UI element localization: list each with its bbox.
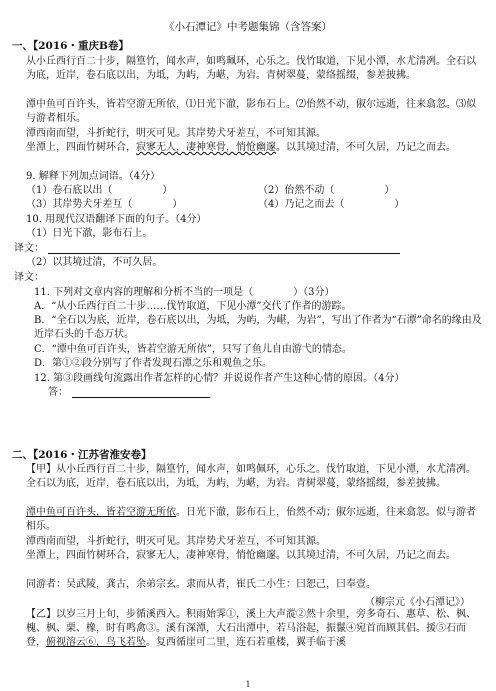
yi-underlined-sentence: 俯视溶云⑥，鸟飞若坠 bbox=[46, 637, 146, 649]
passage-paragraph-3: 潭西南而望，斗折蛇行，明灭可见。其岸势犬牙差互，不可知其源。 bbox=[26, 128, 326, 139]
yi-text-a: 【乙】以岁三月上旬，步循溪西入。积雨始霁①，溪上大声漎②然十余里，旁多奇石、惠草、松、枫、槐、枫、栗、橡，时有鸣禽③。溪有深潭，大石出潭中，若马浴起，振鬣④宛首而顾其侣。援⑤石而登， bbox=[26, 609, 476, 649]
passage-paragraph-2 bbox=[26, 98, 484, 126]
answer-label: 答： bbox=[48, 387, 68, 398]
passage-jia-paragraph-3: 潭西南而望，斗折蛇行，明灭可见。其岸势犬牙差互，不可知其源。 bbox=[26, 536, 326, 547]
question-11-option-d: D．第①②段分别写了作者发现石潭之乐和观鱼之乐。 bbox=[34, 358, 273, 369]
yi-text-c: 。复西循崖可二里，连石若重楼，翼手临于溪 bbox=[146, 637, 346, 649]
translation-label-2: 译文： bbox=[14, 272, 44, 283]
question-10-item-1: （1）日光下澈，影布石上。 bbox=[26, 228, 153, 239]
question-10: 10. 用现代汉语翻译下面的句子。（4分） bbox=[26, 214, 207, 225]
p2-text-c: ⑵佁然不动，俶尔远逝，往来翕忽。 bbox=[296, 99, 456, 110]
question-11: 11. 下列对文章内容的理解和分析不当的一项是（ ）（3分） bbox=[34, 287, 335, 298]
passage-jia-paragraph-1: 【甲】从小丘西行百二十步，隔篁竹，闻水声，如鸣佩环，心乐之。伐竹取道，下见小潭，水尤清冽。全石以为底，近岸，卷石底以出，为坻，为屿，为嵁，为岩。青树翠蔓，蒙络摇缀，参差披拂。 bbox=[26, 464, 476, 490]
question-9-item-3: （3）其岸势犬牙差互（ ） bbox=[26, 199, 183, 210]
question-10-item-2: （2）以其境过清，不可久居。 bbox=[26, 257, 163, 268]
question-11-option-c: C．“潭中鱼可百许头，皆若空游无所依”，只写了鱼儿自由游弋的情态。 bbox=[34, 344, 352, 355]
passage-paragraph-4 bbox=[26, 141, 484, 155]
jia-underlined-sentence: 潭中鱼可百许头，皆若空游无所依 bbox=[26, 507, 176, 518]
p2-text-b: ⑴日光下澈，影布石上。 bbox=[186, 99, 296, 110]
translation-label-1: 译文： bbox=[14, 243, 44, 254]
question-11-option-b: B．“全石以为底，近岸，卷石底以出，为坻，为屿，为嵁，为岩”，写出了作者为“石潭”命名的缘由及近岸石头的千态万状。 bbox=[34, 315, 482, 341]
jia-p2-rest: 。日光下澈，影布石上，佁然不动；俶尔远逝，往来翕忽。似与游者相乐。 bbox=[26, 507, 476, 533]
question-9-item-2: （2）佁然不动（ ） bbox=[258, 185, 395, 196]
p4-text-a: 坐潭上，四面竹树环合， bbox=[26, 142, 136, 153]
p2-text-a: 潭中鱼可百许头，皆若空游无所依， bbox=[26, 99, 186, 110]
question-12: 12. 第③段画线句流露出作者怎样的心情？并说说作者产生这种心情的原因。（4分） bbox=[34, 373, 405, 384]
p2-text-d: ⑶似与游者相乐。 bbox=[26, 99, 476, 125]
passage-paragraph-1: 从小丘西行百二十步，隔篁竹，闻水声，如鸣珮环，心乐之。伐竹取道，下见小潭，水尤清冽。全石以为底，近岸，卷石底以出，为坻，为屿，为嵁，为岩。青树翠蔓，蒙络摇缀，参差披拂。 bbox=[26, 56, 476, 82]
passage-jia-paragraph-2 bbox=[26, 506, 484, 534]
passage-yi-paragraph bbox=[26, 608, 484, 651]
answer-line[interactable] bbox=[72, 387, 210, 398]
question-9-item-4: （4）乃记之而去（ ） bbox=[258, 199, 405, 210]
p4-underlined-sentence: 寂寥无人，凄神寒骨，悄怆幽邃 bbox=[136, 142, 276, 153]
passage-jia-paragraph-5: 同游者：吴武陵，龚古，余弟宗玄。隶而从者，崔氏二小生：曰恕己，曰奉壹。 bbox=[26, 579, 376, 590]
question-11-option-a: A．“从小丘西行百二十步……伐竹取道，下见小潭”交代了作者的游踪。 bbox=[34, 301, 352, 312]
page-number: 1 bbox=[245, 680, 251, 689]
section-1-heading: 一、【2016・重庆B卷】 bbox=[12, 40, 129, 52]
question-9-item-1: （1）卷石底以出（ ） bbox=[26, 185, 173, 196]
page-title: 《小石潭记》中考题集锦（含答案） bbox=[164, 21, 332, 33]
section-2-heading: 二、【2016・江苏省淮安卷】 bbox=[12, 449, 152, 461]
translation-answer-line-1[interactable] bbox=[48, 243, 400, 254]
question-9: 9. 解释下列加点词语。（4分） bbox=[26, 171, 161, 182]
p4-text-c: 。以其境过清，不可久居，乃记之而去。 bbox=[276, 142, 456, 153]
passage-jia-paragraph-4: 坐潭上，四面竹树环合，寂寥无人，凄神寒骨，悄怆幽邃。以其境过清，不可久居，乃记之而去。 bbox=[26, 550, 456, 561]
passage-source: （柳宗元《小石潭记》） bbox=[365, 597, 470, 608]
